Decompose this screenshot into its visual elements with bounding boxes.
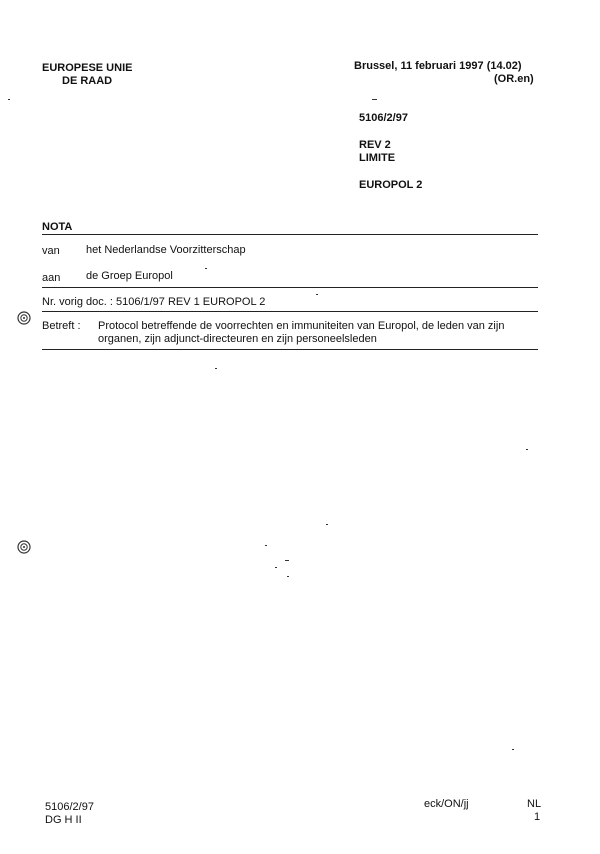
scan-speck — [275, 567, 277, 568]
previous-document: Nr. vorig doc. : 5106/1/97 REV 1 EUROPOL 2 — [42, 296, 266, 308]
divider — [42, 287, 538, 288]
to-label: aan — [42, 272, 61, 284]
scan-speck — [326, 524, 328, 525]
scan-speck — [316, 294, 318, 295]
from-label: van — [42, 245, 60, 257]
original-language: (OR.en) — [494, 73, 534, 85]
footer-language: NL — [527, 798, 542, 810]
scan-speck — [265, 545, 267, 546]
scan-speck — [285, 560, 289, 561]
divider — [42, 349, 538, 350]
subject-line-1: Protocol betreffende de voorrechten en immuniteiten van Europol, de leden van zijn — [98, 320, 505, 332]
seal-icon — [17, 311, 31, 325]
from-value: het Nederlandse Voorzitterschap — [86, 244, 246, 256]
to-value: de Groep Europol — [86, 270, 173, 282]
scan-speck — [215, 368, 217, 369]
revision: REV 2 — [359, 139, 391, 151]
footer-page-number: 1 — [534, 811, 541, 823]
divider — [42, 311, 538, 312]
scan-speck — [372, 99, 377, 100]
seal-icon — [17, 540, 31, 554]
scan-speck — [287, 576, 289, 577]
classification: LIMITE — [359, 152, 396, 164]
scan-speck — [512, 749, 514, 750]
footer-initials: eck/ON/jj — [424, 798, 469, 810]
date-line: Brussel, 11 februari 1997 (14.02) — [354, 60, 522, 72]
scan-speck — [205, 268, 207, 269]
document-number: 5106/2/97 — [359, 112, 408, 124]
org-body: DE RAAD — [62, 75, 113, 87]
subject-line-2: organen, zijn adjunct-directeuren en zijn personeelsleden — [98, 333, 377, 345]
footer-directorate: DG H II — [45, 814, 82, 826]
divider — [42, 234, 538, 235]
note-heading: NOTA — [42, 221, 73, 233]
subject-code: EUROPOL 2 — [359, 179, 423, 191]
scan-speck — [526, 449, 528, 450]
footer-document-number: 5106/2/97 — [45, 801, 94, 813]
subject-label: Betreft : — [42, 320, 81, 332]
org-name: EUROPESE UNIE — [42, 62, 133, 74]
scan-speck — [8, 99, 10, 100]
